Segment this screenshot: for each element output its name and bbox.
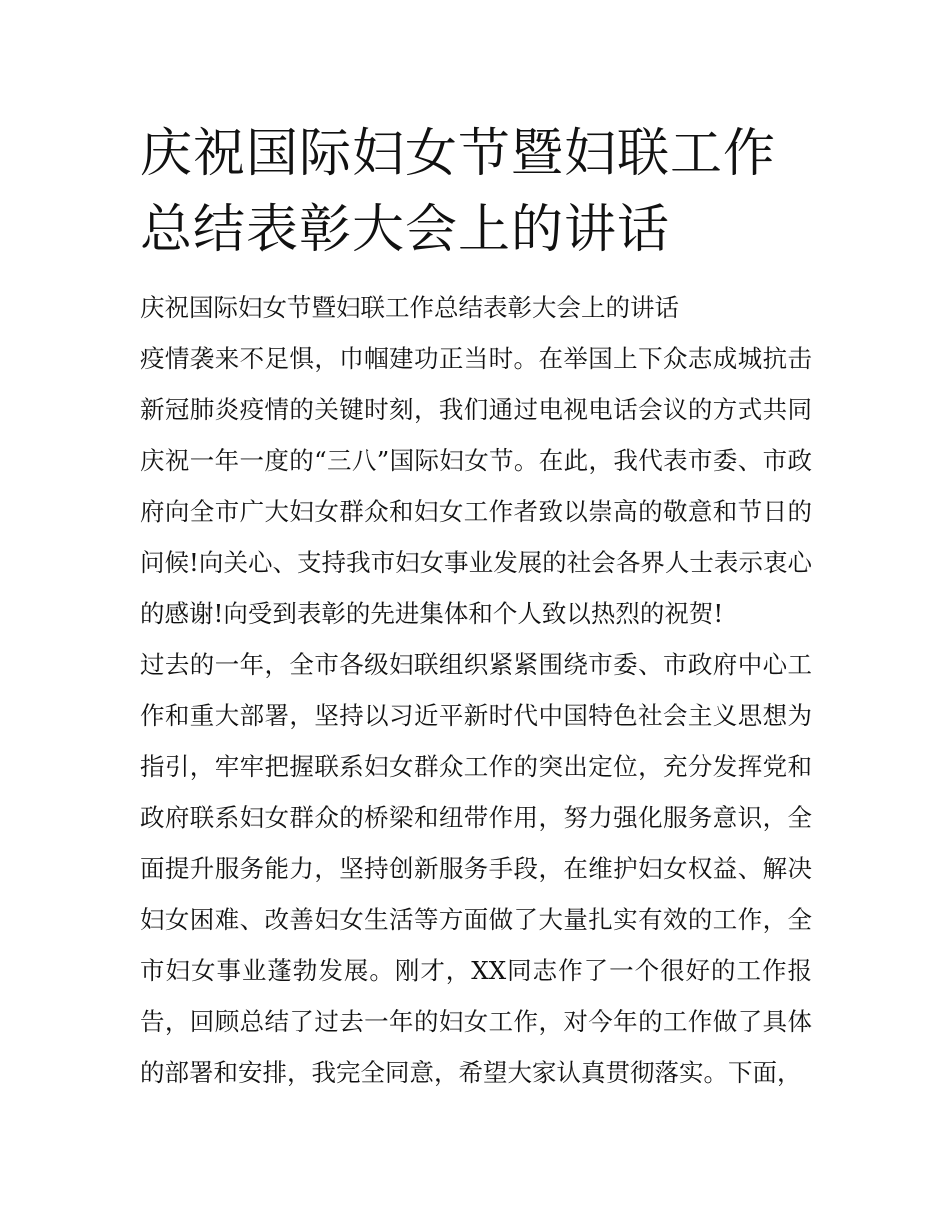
paragraph-heading-repeat: 庆祝国际妇女节暨妇联工作总结表彰大会上的讲话 bbox=[140, 293, 679, 322]
document-body bbox=[140, 282, 812, 1098]
paragraph-opening: 疫情袭来不足惧，巾帼建功正当时。在举国上下众志成城抗击新冠肺炎疫情的关键时刻，我们通过电视电话会议的方式共同庆祝一年一度的“三八”国际妇女节。在此，我代表市委、市政府向全市广大妇女群众和妇女工作者致以崇高的敬意和节日的问候!向关心、支持我市妇女事业发展的社会各界人士表示衷心的感谢!向受到表彰的先进集体和个人致以热烈的祝贺! bbox=[140, 344, 812, 628]
paragraph-review: 过去的一年，全市各级妇联组织紧紧围绕市委、市政府中心工作和重大部署，坚持以习近平新时代中国特色社会主义思想为指引，牢牢把握联系妇女群众工作的突出定位，充分发挥党和政府联系妇女群众的桥梁和纽带作用，努力强化服务意识，全面提升服务能力，坚持创新服务手段，在维护妇女权益、解决妇女困难、改善妇女生活等方面做了大量扎实有效的工作，全市妇女事业蓬勃发展。刚才，XX同志作了一个很好的工作报告，回顾总结了过去一年的妇女工作，对今年的工作做了具体的部署和安排，我完全同意，希望大家认真贯彻落实。下面， bbox=[140, 650, 812, 1087]
document-title: 庆祝国际妇女节暨妇联工作总结表彰大会上的讲话 bbox=[140, 124, 777, 260]
